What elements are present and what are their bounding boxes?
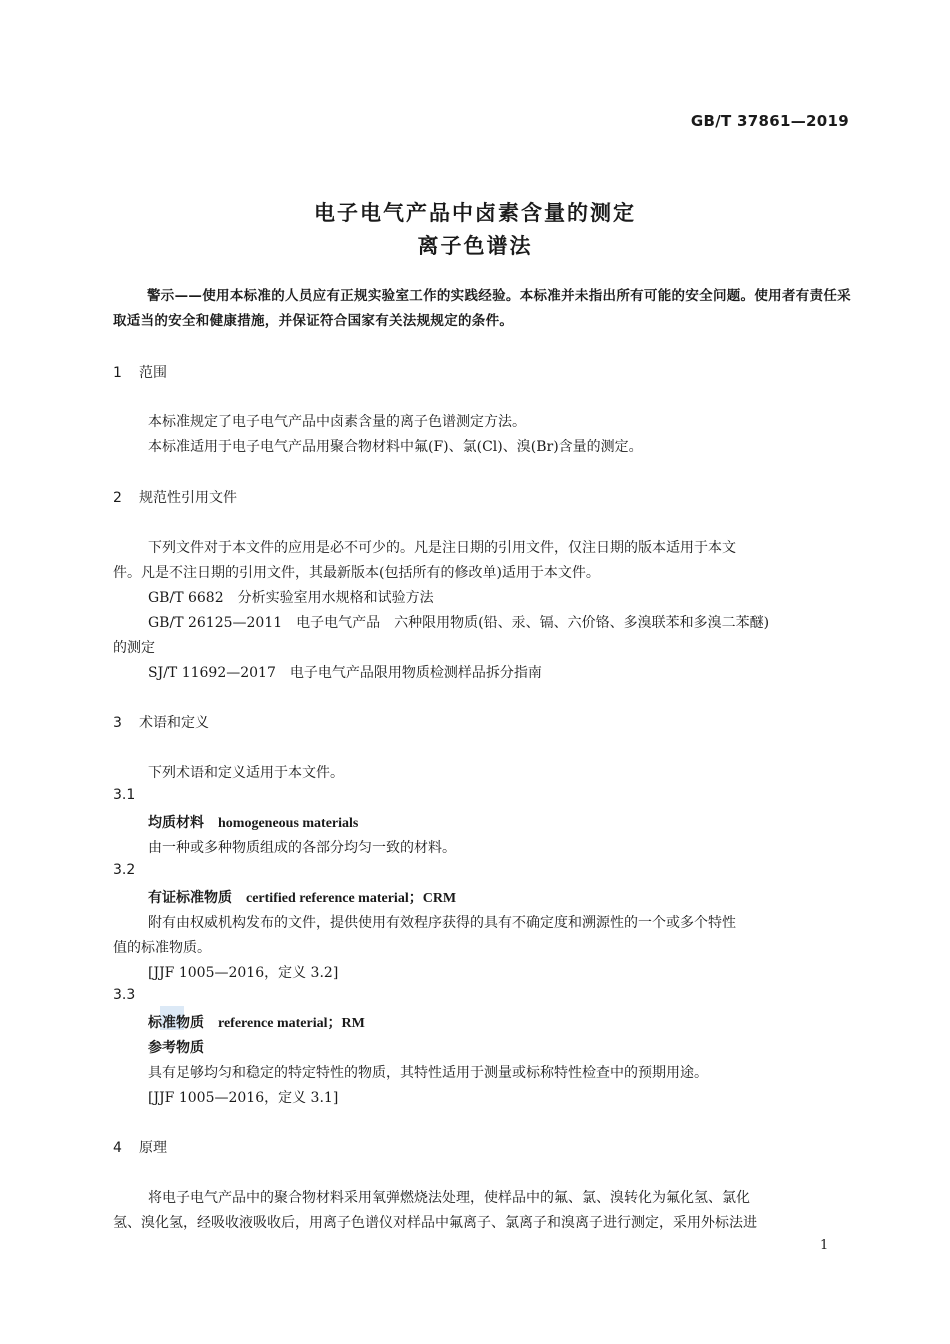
page-number: 1 [820, 1238, 829, 1253]
section-heading-2 [113, 487, 237, 507]
section-number: 2 [113, 490, 122, 506]
section-number: 3 [113, 715, 122, 731]
term-title: 均质材料 homogeneous materials [148, 815, 359, 831]
section-heading-1 [113, 362, 167, 382]
section-title: 术语和定义 [139, 715, 209, 731]
term-alternative: 参考物质 [148, 1040, 204, 1056]
term-number: 3.3 [113, 987, 136, 1003]
reference-item: 的测定 [113, 640, 155, 656]
paragraph: 本标准适用于电子电气产品用聚合物材料中氟(F)、氯(Cl)、溴(Br)含量的测定。 [148, 439, 643, 455]
section-title: 范围 [139, 365, 167, 381]
section-number: 1 [113, 365, 122, 381]
section-title: 规范性引用文件 [139, 490, 237, 506]
paragraph: 氢、溴化氢，经吸收液吸收后，用离子色谱仪对样品中氟离子、氯离子和溴离子进行测定，采用外标法进 [113, 1215, 757, 1231]
reference-item: GB/T 26125—2011 电子电气产品 六种限用物质(铅、汞、镉、六价铬、多溴联苯和多溴二苯醚) [148, 615, 770, 631]
section-heading-4 [113, 1137, 167, 1157]
standard-code: GB/T 37861—2019 [690, 112, 849, 130]
term-title: 标准物质 reference material；RM [148, 1015, 365, 1031]
warning-paragraph: 警示——使用本标准的人员应有正规实验室工作的实践经验。本标准并未指出所有可能的安全问题。使用者有责任采取适当的安全和健康措施，并保证符合国家有关法规规定的条件。 [113, 288, 851, 329]
section-number: 4 [113, 1140, 122, 1156]
paragraph: 本标准规定了电子电气产品中卤素含量的离子色谱测定方法。 [148, 414, 526, 430]
term-definition: 附有由权威机构发布的文件，提供使用有效程序获得的具有不确定度和溯源性的一个或多个特性 [148, 915, 736, 931]
term-number: 3.2 [113, 862, 136, 878]
term-source: [JJF 1005—2016，定义 3.1] [148, 1090, 339, 1106]
term-source: [JJF 1005—2016，定义 3.2] [148, 965, 339, 981]
section-heading-3 [113, 712, 209, 732]
paragraph: 下列术语和定义适用于本文件。 [148, 765, 344, 781]
paragraph: 下列文件对于本文件的应用是必不可少的。凡是注日期的引用文件，仅注日期的版本适用于本文 [148, 540, 736, 556]
document-subtitle: 离子色谱法 [417, 234, 533, 258]
section-title: 原理 [139, 1140, 167, 1156]
paragraph: 将电子电气产品中的聚合物材料采用氧弹燃烧法处理，使样品中的氟、氯、溴转化为氟化氢、氯化 [148, 1190, 750, 1206]
term-number: 3.1 [113, 787, 136, 803]
document-title: 电子电气产品中卤素含量的测定 [314, 201, 636, 225]
term-definition: 值的标准物质。 [113, 940, 211, 956]
term-definition: 具有足够均匀和稳定的特定特性的物质，其特性适用于测量或标称特性检查中的预期用途。 [148, 1065, 708, 1081]
term-title: 有证标准物质 certified reference material；CRM [148, 890, 457, 906]
term-definition: 由一种或多种物质组成的各部分均匀一致的材料。 [148, 840, 456, 856]
paragraph: 件。凡是不注日期的引用文件，其最新版本(包括所有的修改单)适用于本文件。 [113, 565, 600, 581]
reference-item: SJ/T 11692—2017 电子电气产品限用物质检测样品拆分指南 [148, 665, 542, 681]
reference-item: GB/T 6682 分析实验室用水规格和试验方法 [148, 590, 434, 606]
